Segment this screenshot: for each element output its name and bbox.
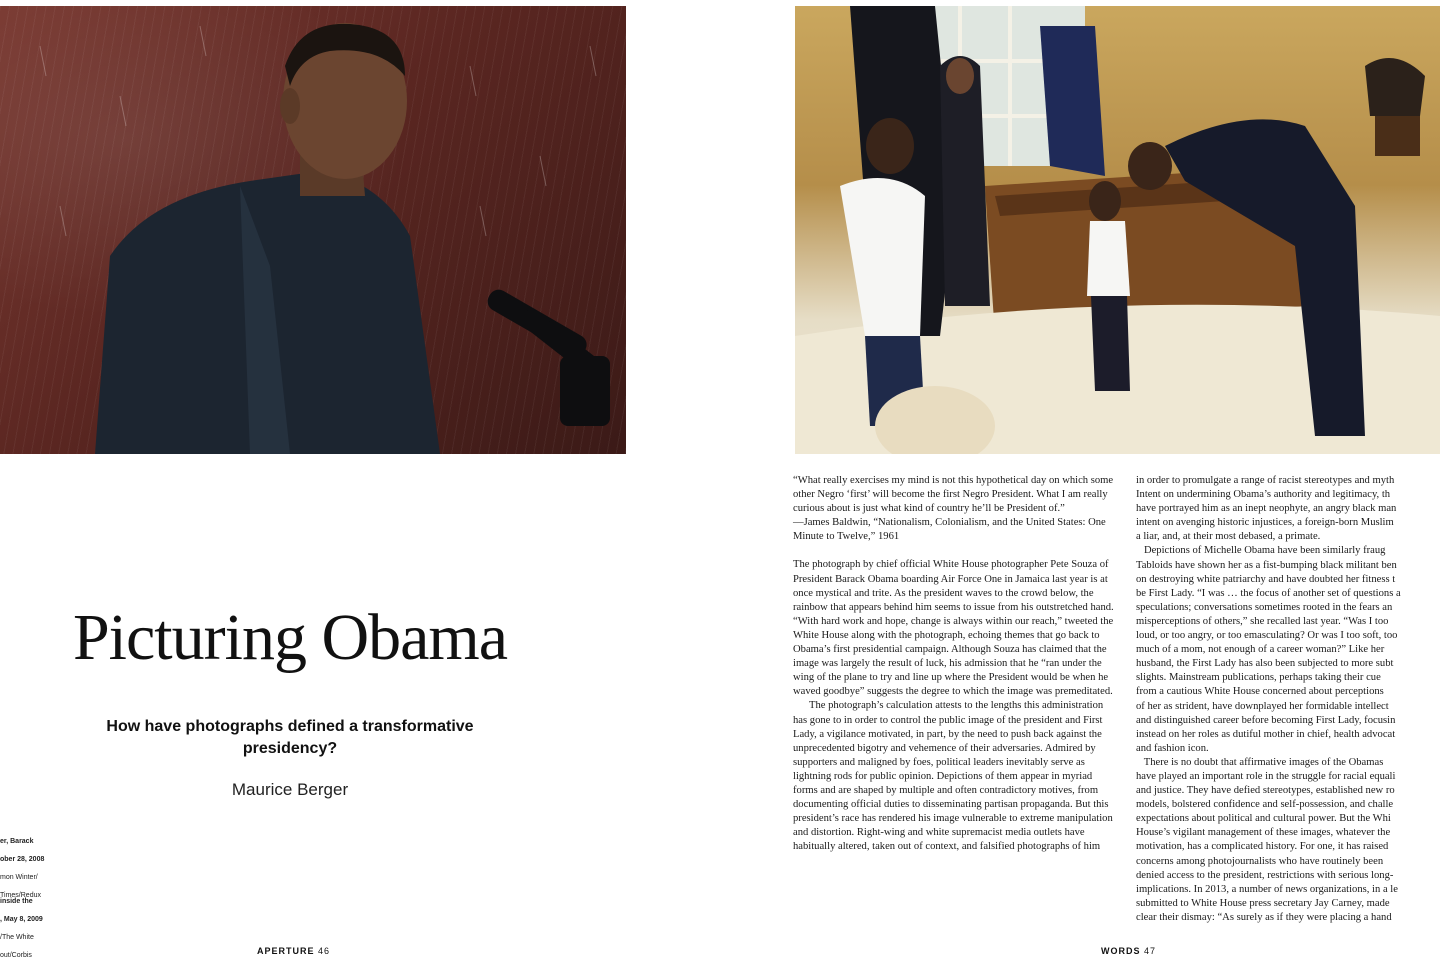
body-line: models, bolstered confidence and self-possession, and challe [1136,799,1394,811]
caption-line: /The White [0,934,34,941]
body-line: Intent on undermining Obama’s authority and legitimacy, th [1136,489,1391,501]
caption-line: mon Winter/ [0,874,38,881]
body-line: have portrayed him as an inept neophyte, an angry black man [1136,503,1397,515]
body-line: and fashion icon. [1136,742,1209,754]
body-line: and justice. They have defied stereotypes, established new ro [1136,785,1395,797]
article-title: Picturing Obama [72,601,508,674]
oval-office-photo [795,6,1440,454]
body-line: a liar, and, at their most debased, a primate. [1136,531,1321,543]
epigraph-attribution: —James Baldwin, “Nationalism, Colonialism, and the United States: One Minute to Twelve,” 1961 [793,517,1106,543]
caption-line: , May 8, 2009 [0,916,43,923]
body-line: concerns among photojournalists who have routinely been [1136,855,1384,867]
body-line: husband, the First Lady has also been subjected to more subt [1136,658,1394,670]
body-line: There is no doubt that affirmative images of the Obamas [1136,756,1384,768]
body-line: expectations about political and cultural power. But the Whi [1136,813,1391,825]
body-line: slights. Mainstream publications, perhaps taking their cue [1136,672,1381,684]
caption-line: out/Corbis [0,952,32,959]
caption-line: er, Barack [0,838,34,845]
folio-right [1101,946,1156,956]
caption-line: ober 28, 2008 [0,856,45,863]
body-line: motivation, has a complicated history. For one, it has raised [1136,841,1389,853]
caption-line: inside the [0,898,33,905]
body-line: of her as strident, have downplayed her formidable intellect [1136,700,1389,712]
body-line: have played an important role in the struggle for racial equali [1136,770,1396,782]
folio-left [257,946,330,956]
body-line: much of a mom, not enough of a career woman?” Like her [1136,644,1385,656]
body-line: implications. In 2013, a number of news organizations, in a le [1136,883,1398,895]
body-line: Tabloids have shown her as a fist-bumping black militant ben [1136,559,1397,571]
body-line: misperceptions of others,” she recalled last year. “Was I too [1136,615,1389,627]
body-line: speculations; conversations sometimes rooted in the fears an [1136,601,1393,613]
folio-number: 46 [318,946,331,956]
photo-caption-2 [0,888,60,969]
body-line: House’s vigilant management of these images, whatever the [1136,827,1391,839]
body-column-1 [793,474,1116,854]
body-line: and distinguished career before becoming First Lady, focusin [1136,714,1396,726]
body-column-2 [1136,474,1440,936]
body-line: instead on her roles as dutiful mother in chief, health advocat [1136,728,1396,740]
body-line: from a cautious White House concerned about perceptions [1136,686,1384,698]
rain-photo-illustration [0,6,626,454]
folio-number: 47 [1144,946,1157,956]
oval-office-illustration [795,6,1440,454]
epigraph-quote: “What really exercises my mind is not this hypothetical day on which some other Negro ‘first’ will become the first Negro President. What I am really curious about is just what kind of country he’ll be President of.” [793,475,1114,515]
folio-section: APERTURE [257,946,315,956]
body-line: on destroying white patriarchy and have doubted her fitness t [1136,573,1396,585]
body-line: submitted to White House press secretary Jay Carney, made [1136,897,1390,909]
body-line: in order to promulgate a range of racist stereotypes and myth [1136,475,1395,486]
left-page [0,0,700,960]
folio-section: WORDS [1101,946,1141,956]
article-byline: Maurice Berger [231,780,349,799]
obama-rain-photo [0,6,626,454]
body-line: denied access to the president, restrictions with serious long- [1136,869,1394,881]
caption-line: Times/Redux [0,892,41,899]
body-line: loud, or too angry, or too emasculating? Or was I too soft, too [1136,630,1398,642]
body-line: clear their dismay: “As surely as if they were placing a hand [1136,911,1392,923]
body-line: be First Lady. “I was … the focus of another set of questions a [1136,587,1401,599]
article-dek: How have photographs defined a transformative presidency? [106,718,474,757]
body-paragraph: The photograph by chief official White House photographer Pete Souza of President Barack Obama boarding Air Force One in Jamaica last year is at once mystical and trite. As the president waves to the crowd below, the rainbow that appears behind him seems to issue from his outstretched hand. “With hard work and hope, change is always within our reach,” tweeted the White House along with the photograph, echoing themes that go back to Obama’s first presidential campaign. Although Souza has claimed that the image was largely the result of luck, his admission that he “ran under the wing of the plane to try and line up where the President would be when he waved goodbye” suggests the degree to which the image was premeditated. [793,559,1114,698]
body-line: Depictions of Michelle Obama have been similarly fraug [1136,545,1386,557]
body-line: intent on avenging historic injustices, a foreign-born Muslim [1136,517,1394,529]
body-paragraph: The photograph’s calculation attests to the lengths this administration has gone to in order to control the public image of the president and First Lady, a vigilance motivated, in part, by the need to push back against the unprecedented bigotry and vehemence of their adversaries. Admired by supporters and maligned by foes, political leaders inevitably serve as lightning rods for public opinion. Depictions of them appear in myriad forms and are shaped by multiple and often contradictory motives, from documenting official duties to disseminating partisan propaganda. But this president’s race has rendered his image vulnerable to extreme manipulation and distortion. Right-wing and white supremacist media outlets have habitually altered, taken out of context, and falsified photographs of him [793,700,1113,853]
